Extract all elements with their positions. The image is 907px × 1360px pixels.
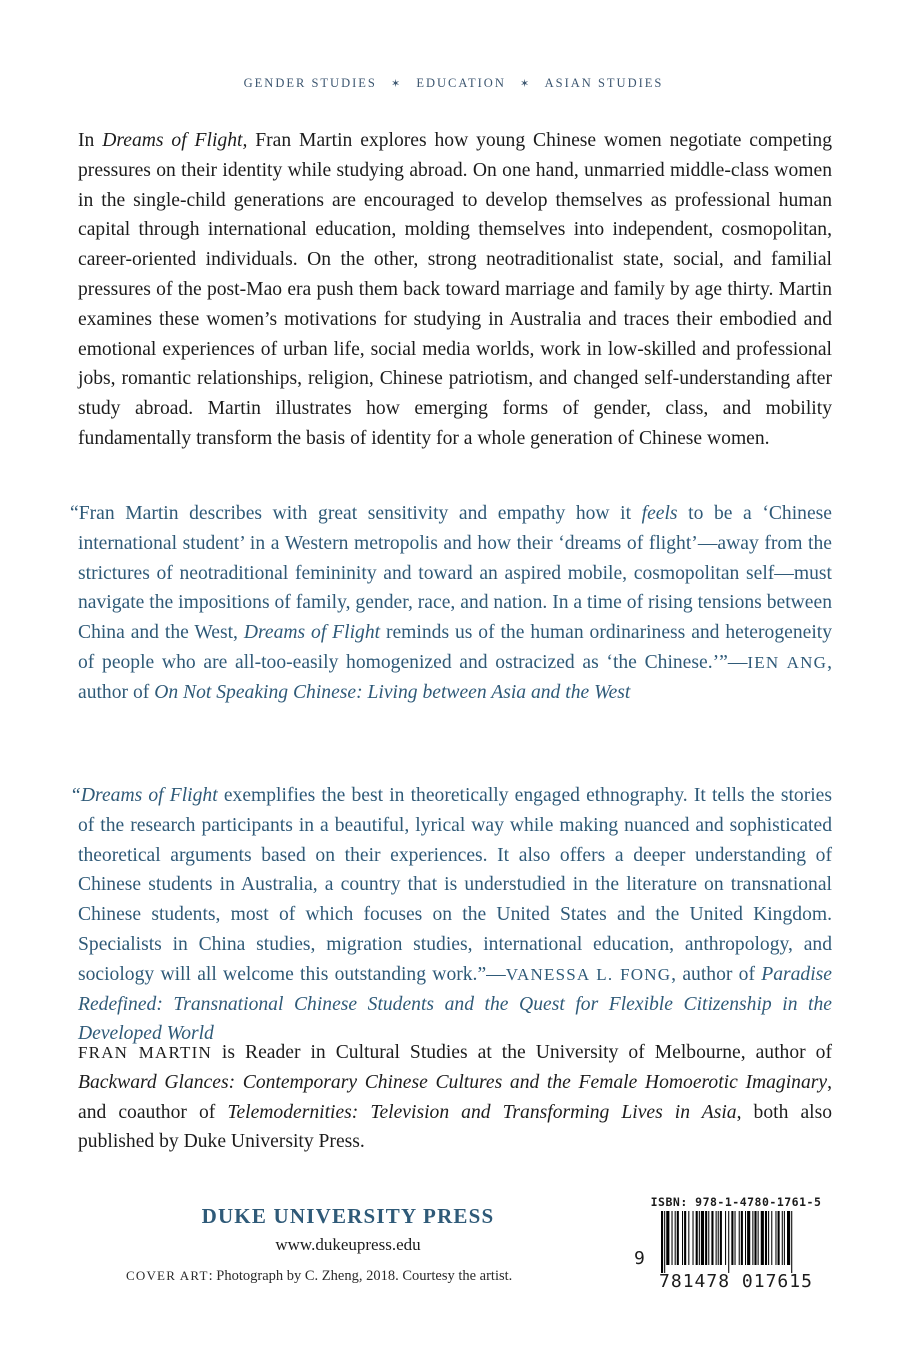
bio-text-3: , both also published by Duke University Press.	[78, 1101, 833, 1153]
quote1-book-title: Dreams of Flight	[243, 622, 381, 644]
barcode-bar	[754, 1211, 756, 1265]
bio-book-1: Backward Glances: Contemporary Chinese Cultures and the Female Homoerotic Imaginary	[78, 1071, 828, 1093]
barcode-bar	[739, 1211, 740, 1265]
category-line	[0, 76, 907, 91]
quote1-text-2: to be a ‘Chinese international student’ in a Western metropolis and how their ‘dreams of flight’—away from the strictures of neotraditional femininity and toward an aspired mobile, cosmopolitan self—must navigate the impositions of family, gender, race, and nation. In a time of rising tensions between China and the West,	[78, 503, 832, 644]
barcode-bar	[666, 1211, 669, 1265]
barcode-bar	[718, 1211, 719, 1265]
publisher-name: DUKE UNIVERSITY PRESS	[201, 1204, 495, 1228]
barcode-bar	[787, 1211, 790, 1265]
barcode-bar	[752, 1211, 753, 1265]
barcode-bar	[672, 1211, 673, 1265]
barcode-bar	[701, 1211, 704, 1265]
bio-text-1: is Reader in Cultural Studies at the University of Melbourne, author of	[211, 1042, 832, 1063]
barcode-bar	[765, 1211, 767, 1265]
category-gender-studies: GENDER STUDIES	[243, 76, 377, 90]
barcode-bar	[771, 1211, 772, 1265]
barcode-bar	[716, 1211, 717, 1265]
category-separator: ✶	[519, 78, 532, 90]
quote1-author-book: On Not Speaking Chinese: Living between Asia and the West	[154, 681, 631, 703]
barcode-bars	[643, 1211, 829, 1273]
barcode-bar	[745, 1211, 746, 1265]
quote2-author: VANESSA L. FONG	[505, 964, 672, 984]
endorsement-quote-2	[70, 781, 832, 1049]
barcode-bar	[731, 1211, 733, 1265]
barcode-bar	[708, 1211, 709, 1265]
barcode-bar	[711, 1211, 713, 1265]
cover-art-label: COVER ART	[126, 1268, 209, 1283]
barcode-bar	[699, 1211, 700, 1265]
barcode-bar	[775, 1211, 776, 1265]
barcode-bar	[688, 1211, 689, 1265]
category-education: EDUCATION	[416, 76, 506, 90]
category-separator: ✶	[390, 78, 403, 90]
cover-art-text: : Photograph by C. Zheng, 2018. Courtesy the artist.	[208, 1268, 513, 1284]
bio-text-2: , and coauthor of	[78, 1071, 832, 1123]
barcode-first-digit: 9	[634, 1248, 646, 1269]
barcode-bar	[720, 1211, 722, 1265]
barcode-bar	[747, 1211, 750, 1265]
publisher-block	[190, 1204, 506, 1255]
book-description	[78, 126, 832, 454]
description-book-title: Dreams of Flight,	[102, 130, 248, 151]
barcode-bar	[741, 1211, 743, 1265]
barcode-bar	[725, 1211, 726, 1265]
barcode-bar	[784, 1211, 785, 1265]
bio-author-name: FRAN MARTIN	[78, 1043, 212, 1062]
author-bio	[78, 1038, 832, 1157]
quote1-author: IEN ANG	[747, 652, 828, 672]
barcode-bar	[682, 1211, 683, 1265]
barcode-bar	[768, 1211, 769, 1265]
barcode-bar	[664, 1211, 665, 1273]
barcode-digits: 781478 017615	[659, 1271, 813, 1292]
barcode-bar	[761, 1211, 764, 1265]
endorsement-quote-1	[70, 499, 832, 708]
category-asian-studies: ASIAN STUDIES	[544, 76, 664, 90]
barcode-bar	[677, 1211, 679, 1265]
barcode-bar	[728, 1211, 729, 1273]
bio-book-2: Telemodernities: Television and Transforming Lives in Asia	[227, 1101, 737, 1123]
quote1-author-suffix: , author of	[78, 651, 832, 703]
quote1-text-3: reminds us of the human ordinariness and heterogeneity of people who are all-too-easily homogenized and ostracized as ‘the Chinese.’”—	[78, 622, 832, 673]
publisher-url[interactable]: www.dukeupress.edu	[275, 1235, 421, 1254]
quote1-emphasis: feels	[641, 503, 678, 524]
isbn-label: ISBN: 978-1-4780-1761-5	[650, 1195, 822, 1209]
barcode-bar	[675, 1211, 676, 1265]
barcode-bar	[696, 1211, 698, 1265]
description-text: Fran Martin explores how young Chinese women negotiate competing pressures on their identity while studying abroad. On one hand, unmarried middle-class women in the single-child generations are encouraged to develop themselves as professional human capital through international education, molding themselves into independent, cosmopolitan, career-oriented individuals. On the other, strong neotraditionalist state, social, and familial pressures of the post-Mao era push them back toward marriage and family by age thirty. Martin examines these women’s motivations for studying in Australia and traces their embodied and emotional experiences of urban life, social media worlds, work in low-skilled and professional jobs, romantic relationships, religion, Chinese patriotism, and changed self-understanding after study abroad. Martin illustrates how emerging forms of gender, class, and mobility fundamentally transform the basis of identity for a whole generation of Chinese women.	[78, 130, 832, 449]
quote1-text-1: “Fran Martin describes with great sensitivity and empathy how it	[70, 503, 642, 524]
barcode-bar	[778, 1211, 780, 1265]
barcode-digits-block	[630, 1248, 842, 1292]
barcode-bar	[758, 1211, 759, 1265]
barcode-bar	[661, 1211, 663, 1273]
cover-art-credit	[126, 1268, 512, 1285]
barcode-bar	[684, 1211, 686, 1265]
isbn-barcode	[630, 1191, 842, 1291]
barcode-bar	[782, 1211, 783, 1265]
description-lead: In	[78, 130, 103, 151]
barcode-bar	[735, 1211, 736, 1265]
barcode-bar	[705, 1211, 707, 1265]
quote2-text: exemplifies the best in theoretically engaged ethnography. It tells the stories of the research participants in a beautiful, lyrical way while making nuanced and sophisticated theoretical arguments based on their experiences. It also offers a deeper understanding of Chinese students in Australia, a country that is understudied in the literature on transnational Chinese students, most of which focuses on the United States and the United Kingdom. Specialists in China studies, migration studies, international education, anthropology, and sociology will all welcome this outstanding work.”—	[78, 785, 832, 985]
quote2-book-title: “Dreams of Flight	[70, 785, 218, 806]
quote2-author-suffix: , author of	[671, 963, 762, 985]
barcode-bar	[791, 1211, 792, 1273]
barcode-bar	[693, 1211, 694, 1265]
quote2-author-book: Paradise Redefined: Transnational Chinese Students and the Quest for Flexible Citizenship in the Developed World	[78, 963, 832, 1045]
